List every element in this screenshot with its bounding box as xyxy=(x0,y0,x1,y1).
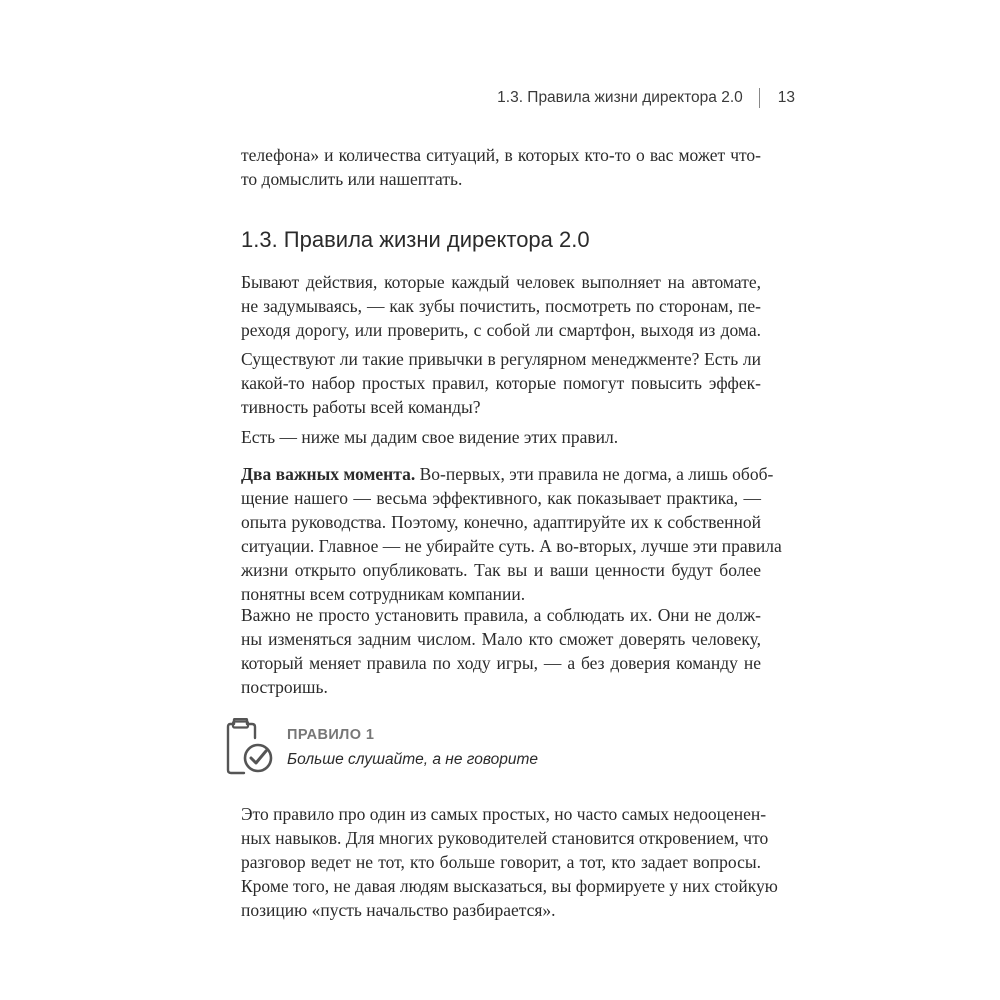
text-line: реходя дорогу, или проверить, с собой ли смартфон, выходя из дома. xyxy=(241,320,761,340)
running-header xyxy=(497,88,795,108)
text-line xyxy=(241,462,774,486)
text-line: Есть — ниже мы дадим свое видение этих правил. xyxy=(241,427,619,447)
text-line: построишь. xyxy=(241,677,328,697)
rule-box xyxy=(226,718,766,778)
text-line: жизни открыто опубликовать. Так вы и ваши ценности будут более xyxy=(241,560,761,580)
text-line: Существуют ли такие привычки в регулярном менеджменте? Есть ли xyxy=(241,349,761,369)
text-line: то домыслить или нашептать. xyxy=(241,169,463,189)
text-line: не задумываясь, — как зубы почистить, посмотреть по сторонам, пе- xyxy=(241,296,761,316)
header-divider xyxy=(759,88,760,108)
paragraph-5 xyxy=(241,603,761,699)
text-line: который меняет правила по ходу игры, — а без доверия команду не xyxy=(241,653,761,673)
text-line: разговор ведет не тот, кто больше говорит, а тот, кто задает вопросы. xyxy=(241,852,761,872)
text-run: Во-первых, эти правила не догма, а лишь обоб- xyxy=(415,464,774,484)
text-line: Это правило про один из самых простых, но часто самых недооценен- xyxy=(241,804,767,824)
text-line: позицию «пусть начальство разбирается». xyxy=(241,900,556,920)
paragraph-1 xyxy=(241,270,761,342)
paragraph-4 xyxy=(241,462,782,606)
text-line: щение нашего — весьма эффективного, как показывает практика, — xyxy=(241,488,761,508)
bold-lead: Два важных момента. xyxy=(241,464,416,484)
paragraph-2 xyxy=(241,347,761,419)
paragraph-3 xyxy=(241,425,761,449)
text-line: Кроме того, не давая людям высказаться, вы формируете у них стойкую xyxy=(241,876,778,896)
text-line: опыта руководства. Поэтому, конечно, адаптируйте их к собственной xyxy=(241,512,761,532)
text-line: какой-то набор простых правил, которые помогут повысить эффек- xyxy=(241,373,761,393)
rule-label: ПРАВИЛО 1 xyxy=(287,727,375,743)
text-line: ситуации. Главное — не убирайте суть. А во-вторых, лучше эти правила xyxy=(241,536,782,556)
running-title: 1.3. Правила жизни директора 2.0 xyxy=(497,89,743,106)
paragraph-6 xyxy=(241,802,778,922)
page-number: 13 xyxy=(777,89,795,106)
section-title: 1.3. Правила жизни директора 2.0 xyxy=(241,227,590,252)
rule-subtitle: Больше слушайте, а не говорите xyxy=(287,751,538,768)
text-line: понятны всем сотрудникам компании. xyxy=(241,584,526,604)
text-line: ных навыков. Для многих руководителей становится откровением, что xyxy=(241,828,769,848)
text-line: тивность работы всей команды? xyxy=(241,397,481,417)
intro-paragraph xyxy=(241,143,761,191)
text-line: Важно не просто установить правила, а соблюдать их. Они не долж- xyxy=(241,605,761,625)
text-line: телефона» и количества ситуаций, в которых кто-то о вас может что- xyxy=(241,145,761,165)
text-line: Бывают действия, которые каждый человек выполняет на автомате, xyxy=(241,272,761,292)
clipboard-check-icon xyxy=(226,718,276,776)
text-line: ны изменяться задним числом. Мало кто сможет доверять человеку, xyxy=(241,629,761,649)
